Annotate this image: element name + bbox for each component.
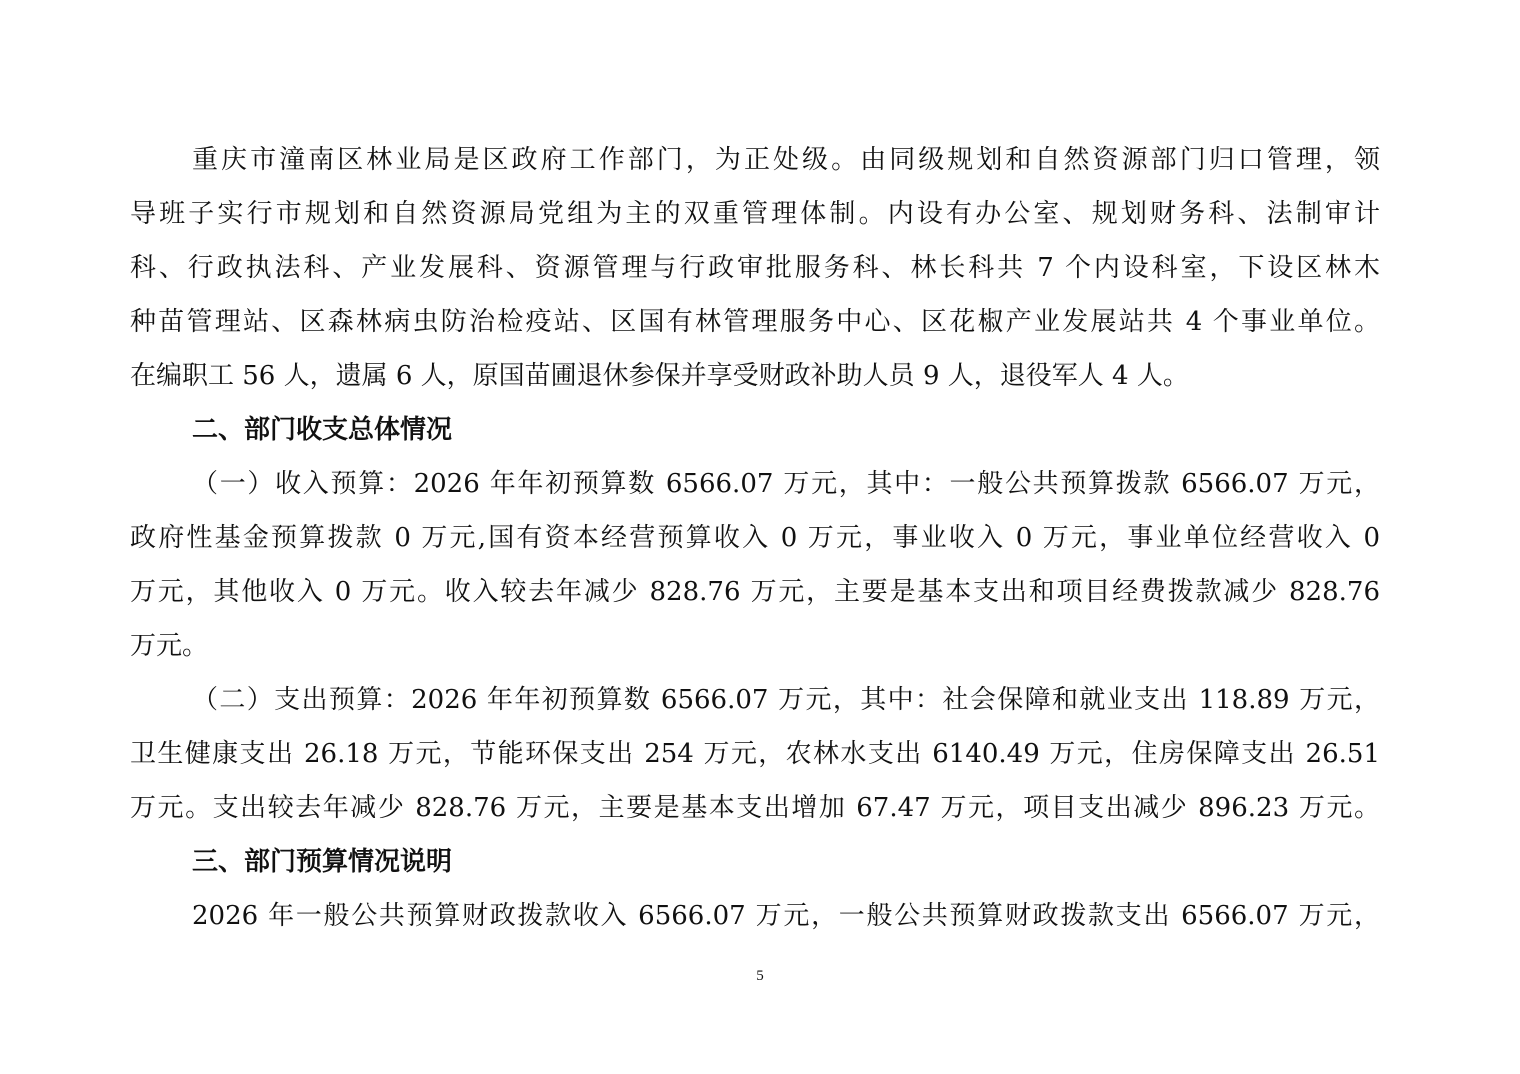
paragraph-expense-line-2: 卫生健康支出 26.18 万元，节能环保支出 254 万元，农林水支出 6140.49 万元，住房保障支出 26.51 [130,739,1380,769]
section-heading-budget: 三、部门预算情况说明 [192,847,453,877]
paragraph-expense-line-1: （二）支出预算：2026 年年初预算数 6566.07 万元，其中：社会保障和就业支出 118.89 万元， [192,685,1380,715]
paragraph-income-line-4: 万元。 [130,631,209,661]
paragraph-expense-line-3: 万元。支出较去年减少 828.76 万元，主要是基本支出增加 67.47 万元，项目支出减少 896.23 万元。 [130,793,1380,823]
paragraph-income-line-1: （一）收入预算：2026 年年初预算数 6566.07 万元，其中：一般公共预算拨款 6566.07 万元， [192,469,1380,499]
paragraph-intro-line-1: 重庆市潼南区林业局是区政府工作部门，为正处级。由同级规划和自然资源部门归口管理，领 [192,145,1380,175]
paragraph-income-line-2: 政府性基金预算拨款 0 万元,国有资本经营预算收入 0 万元，事业收入 0 万元，事业单位经营收入 0 [130,523,1380,553]
section-heading-overview: 二、部门收支总体情况 [192,415,453,445]
paragraph-intro-line-4: 种苗管理站、区森林病虫防治检疫站、区国有林管理服务中心、区花椒产业发展站共 4 个事业单位。 [130,307,1380,337]
paragraph-intro-line-5: 在编职工 56 人，遗属 6 人，原国苗圃退休参保并享受财政补助人员 9 人，退役军人 4 人。 [130,361,1189,391]
page-number: 5 [756,968,764,984]
paragraph-intro-line-3: 科、行政执法科、产业发展科、资源管理与行政审批服务科、林长科共 7 个内设科室，下设区林木 [130,253,1380,283]
paragraph-income-line-3: 万元，其他收入 0 万元。收入较去年减少 828.76 万元，主要是基本支出和项目经费拨款减少 828.76 [130,577,1380,607]
paragraph-intro-line-2: 导班子实行市规划和自然资源局党组为主的双重管理体制。内设有办公室、规划财务科、法制审计 [130,199,1380,229]
paragraph-budget-line-1: 2026 年一般公共预算财政拨款收入 6566.07 万元，一般公共预算财政拨款支出 6566.07 万元， [192,901,1380,931]
